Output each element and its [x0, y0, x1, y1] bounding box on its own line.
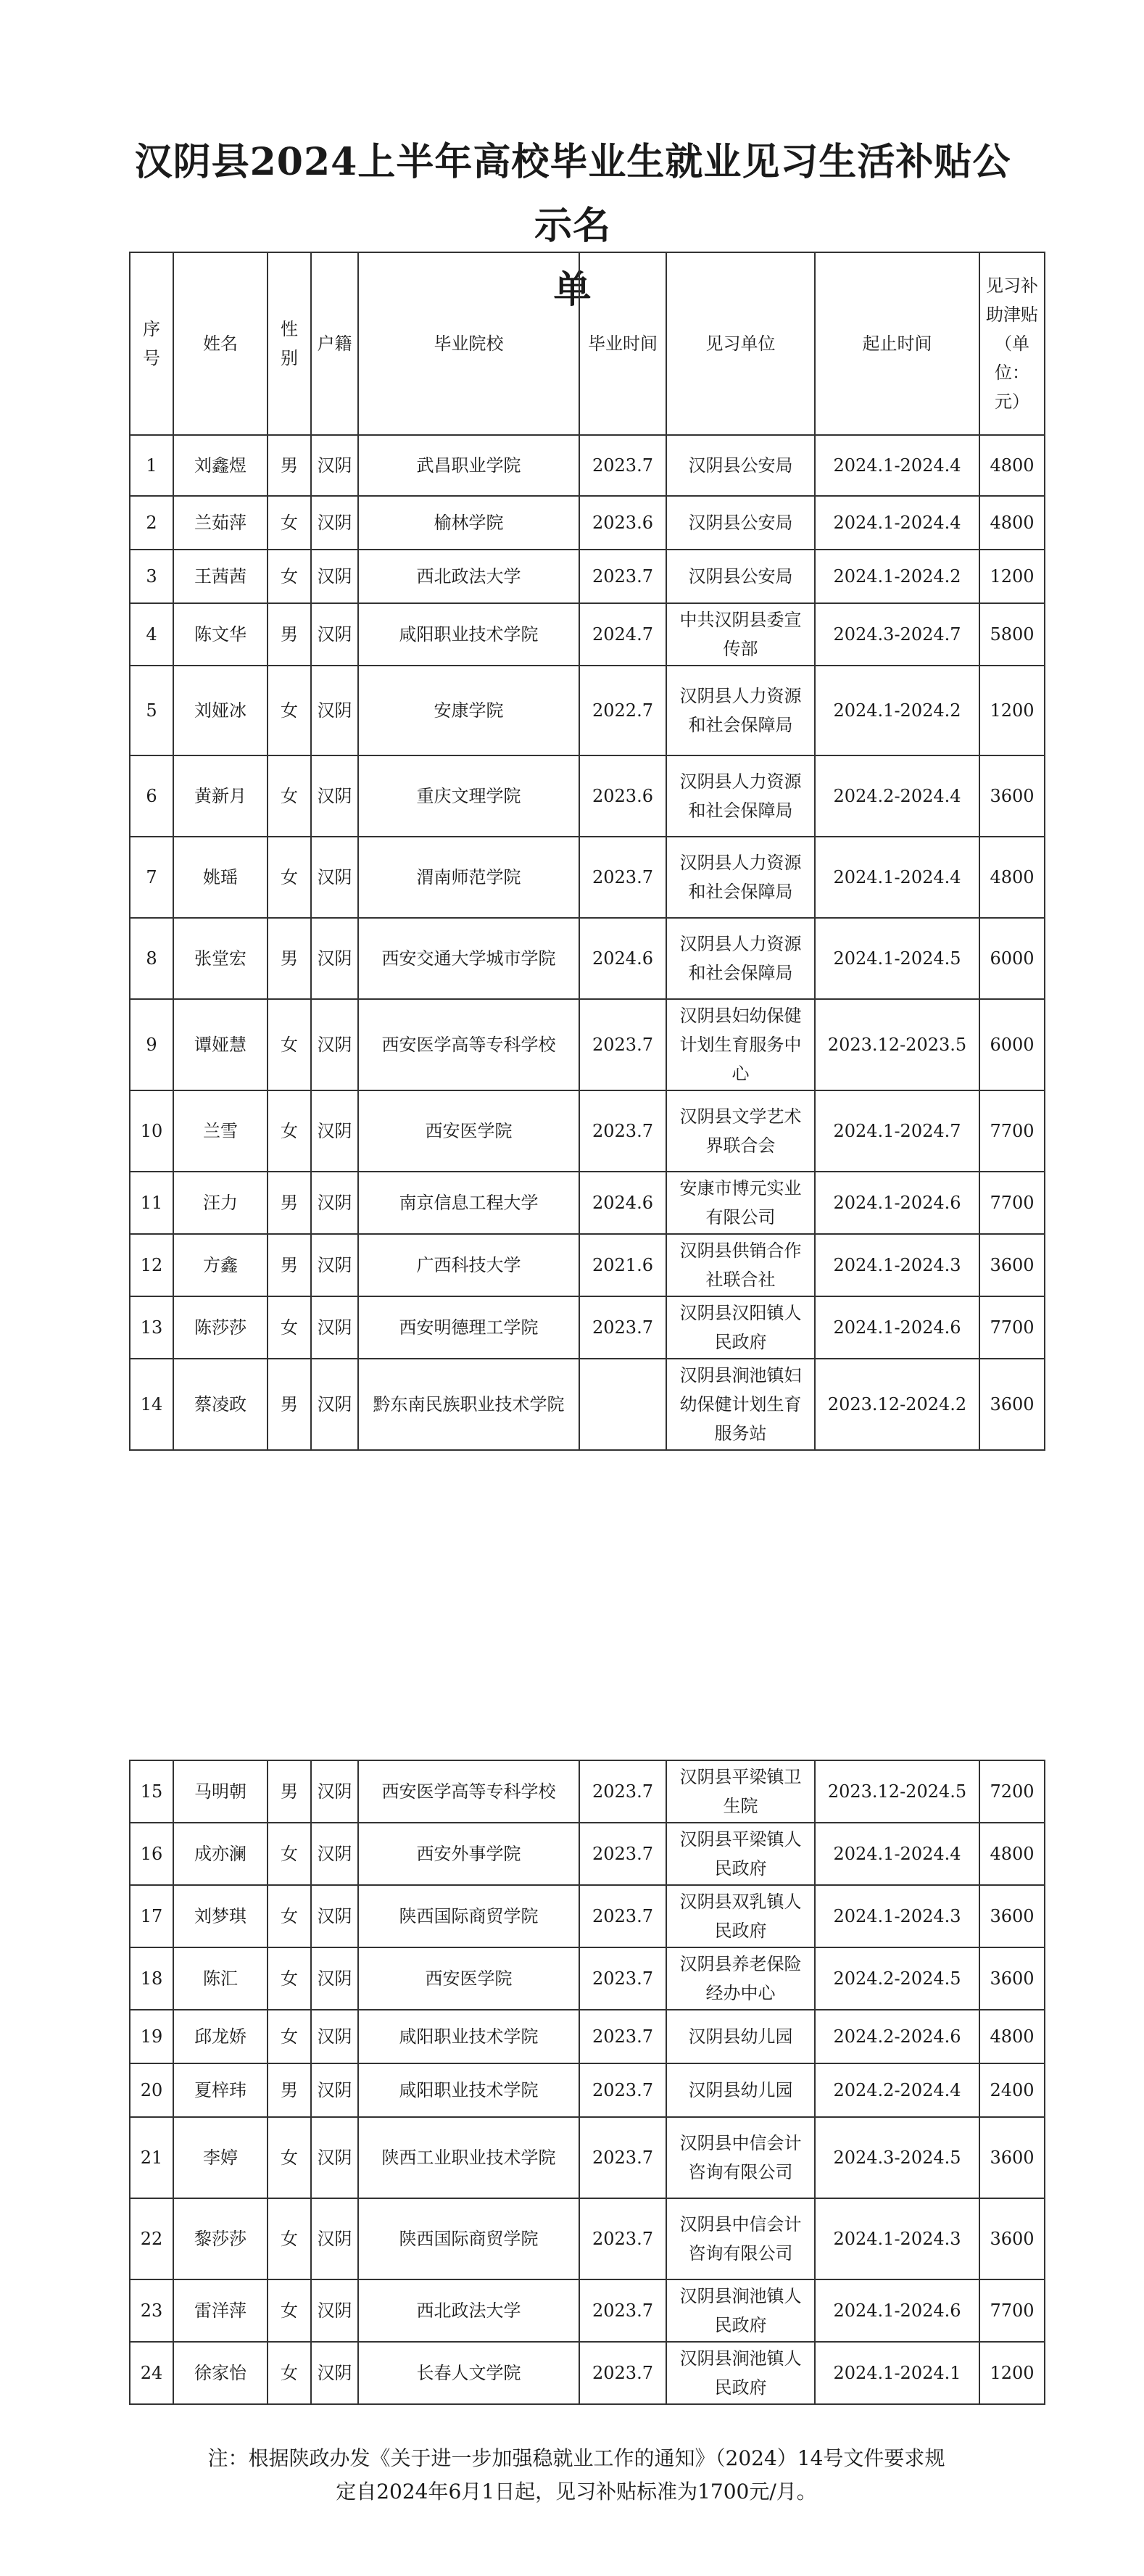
- table-cell: 7: [130, 837, 173, 918]
- table-cell: 汉阴县中信会计咨询有限公司: [666, 2198, 815, 2279]
- table-cell: 14: [130, 1359, 173, 1450]
- table-cell: 女: [268, 1823, 311, 1885]
- table-cell: 12: [130, 1234, 173, 1296]
- table-cell: 4800: [979, 837, 1045, 918]
- table-cell: 女: [268, 2198, 311, 2279]
- table-cell: 女: [268, 1296, 311, 1359]
- table-cell: 汉阴县人力资源和社会保障局: [666, 755, 815, 837]
- table-row: [130, 603, 1045, 666]
- table-cell: 4800: [979, 496, 1045, 550]
- table-cell: 男: [268, 1760, 311, 1823]
- table-cell: 4800: [979, 435, 1045, 496]
- table-cell: [579, 1359, 666, 1450]
- table-cell: 5: [130, 666, 173, 755]
- table-cell: 6000: [979, 918, 1045, 999]
- table-cell: 2022.7: [579, 666, 666, 755]
- table-row: [130, 918, 1045, 999]
- table-cell: 3600: [979, 755, 1045, 837]
- table-cell: 13: [130, 1296, 173, 1359]
- table-cell: 汉阴: [311, 755, 358, 837]
- subsidy-table-part-1: [129, 252, 1045, 1451]
- table-cell: 黄新月: [173, 755, 268, 837]
- table-cell: 汉阴: [311, 2198, 358, 2279]
- table-cell: 武昌职业学院: [358, 435, 579, 496]
- table-cell: 3600: [979, 1234, 1045, 1296]
- table-cell: 3600: [979, 1947, 1045, 2010]
- table-cell: 咸阳职业技术学院: [358, 2063, 579, 2117]
- table-cell: 2023.7: [579, 435, 666, 496]
- table-cell: 安康市博元实业有限公司: [666, 1172, 815, 1234]
- table-cell: 2023.7: [579, 2198, 666, 2279]
- table-cell: 汉阴: [311, 666, 358, 755]
- table-cell: 汉阴县人力资源和社会保障局: [666, 918, 815, 999]
- table-row: [130, 1885, 1045, 1947]
- header-cell: 姓名: [173, 252, 268, 435]
- table-cell: 7200: [979, 1760, 1045, 1823]
- table-cell: 2024.6: [579, 918, 666, 999]
- table-row: [130, 1296, 1045, 1359]
- table-cell: 汉阴: [311, 1947, 358, 2010]
- table-row: [130, 2010, 1045, 2063]
- table-cell: 2024.1-2024.2: [815, 550, 979, 603]
- table-cell: 2023.6: [579, 755, 666, 837]
- table-cell: 女: [268, 2010, 311, 2063]
- table-cell: 成亦澜: [173, 1823, 268, 1885]
- table-cell: 汉阴: [311, 1296, 358, 1359]
- table-cell: 7700: [979, 2279, 1045, 2342]
- table-cell: 汉阴: [311, 1359, 358, 1450]
- table-cell: 3600: [979, 1885, 1045, 1947]
- table-cell: 汉阴: [311, 1823, 358, 1885]
- table-cell: 4800: [979, 2010, 1045, 2063]
- table-cell: 汉阴县公安局: [666, 435, 815, 496]
- table-cell: 2024.2-2024.4: [815, 2063, 979, 2117]
- table-cell: 2024.1-2024.4: [815, 837, 979, 918]
- table-cell: 长春人文学院: [358, 2342, 579, 2404]
- table-cell: 2023.7: [579, 1823, 666, 1885]
- table-cell: 5800: [979, 603, 1045, 666]
- table-cell: 汉阴县平梁镇卫生院: [666, 1760, 815, 1823]
- table-cell: 汉阴: [311, 435, 358, 496]
- table-row: [130, 1359, 1045, 1450]
- table-cell: 广西科技大学: [358, 1234, 579, 1296]
- table-cell: 兰雪: [173, 1090, 268, 1172]
- table-row: [130, 2063, 1045, 2117]
- table-cell: 男: [268, 1234, 311, 1296]
- table-cell: 汉阴: [311, 999, 358, 1090]
- table-cell: 汉阴县汉阳镇人民政府: [666, 1296, 815, 1359]
- table-cell: 2023.7: [579, 1947, 666, 2010]
- table-cell: 汪力: [173, 1172, 268, 1234]
- table-cell: 汉阴县涧池镇人民政府: [666, 2342, 815, 2404]
- table-cell: 西安医学院: [358, 1090, 579, 1172]
- table-cell: 1200: [979, 2342, 1045, 2404]
- table-cell: 渭南师范学院: [358, 837, 579, 918]
- table-cell: 榆林学院: [358, 496, 579, 550]
- table-cell: 汉阴: [311, 837, 358, 918]
- table-cell: 2024.2-2024.6: [815, 2010, 979, 2063]
- table-cell: 2023.7: [579, 2010, 666, 2063]
- table-cell: 汉阴: [311, 918, 358, 999]
- table-cell: 夏梓玮: [173, 2063, 268, 2117]
- table-cell: 男: [268, 2063, 311, 2117]
- table-cell: 2023.6: [579, 496, 666, 550]
- table-cell: 汉阴: [311, 603, 358, 666]
- table-cell: 汉阴县涧池镇妇幼保健计划生育服务站: [666, 1359, 815, 1450]
- table-cell: 汉阴: [311, 2342, 358, 2404]
- table-cell: 邱龙娇: [173, 2010, 268, 2063]
- table-cell: 15: [130, 1760, 173, 1823]
- table-cell: 咸阳职业技术学院: [358, 603, 579, 666]
- table-cell: 女: [268, 666, 311, 755]
- table-cell: 陈莎莎: [173, 1296, 268, 1359]
- table-cell: 2024.2-2024.5: [815, 1947, 979, 2010]
- footnote-line-1: 注：根据陕政办发《关于进一步加强稳就业工作的通知》（2024）14号文件要求规: [207, 2446, 945, 2470]
- table-cell: 陈文华: [173, 603, 268, 666]
- table-cell: 刘娅冰: [173, 666, 268, 755]
- table-cell: 重庆文理学院: [358, 755, 579, 837]
- table-cell: 马明朝: [173, 1760, 268, 1823]
- table-cell: 汉阴县供销合作社联合社: [666, 1234, 815, 1296]
- table-row: [130, 1947, 1045, 2010]
- table-cell: 11: [130, 1172, 173, 1234]
- table-cell: 李婷: [173, 2117, 268, 2198]
- table-cell: 女: [268, 2342, 311, 2404]
- table-row: [130, 755, 1045, 837]
- table-cell: 西安医学高等专科学校: [358, 1760, 579, 1823]
- title-line-2: 单: [553, 268, 592, 312]
- table-cell: 2021.6: [579, 1234, 666, 1296]
- table-cell: 女: [268, 999, 311, 1090]
- table-cell: 谭娅慧: [173, 999, 268, 1090]
- header-cell: 毕业院校: [358, 252, 579, 435]
- table-cell: 2024.1-2024.7: [815, 1090, 979, 1172]
- table-row: [130, 496, 1045, 550]
- table-cell: 男: [268, 918, 311, 999]
- table-cell: 7700: [979, 1296, 1045, 1359]
- table-cell: 汉阴: [311, 496, 358, 550]
- table-cell: 4800: [979, 1823, 1045, 1885]
- table-cell: 2023.7: [579, 1885, 666, 1947]
- table-cell: 汉阴县公安局: [666, 496, 815, 550]
- table-row: [130, 1760, 1045, 1823]
- table-cell: 2023.7: [579, 1090, 666, 1172]
- table-cell: 西北政法大学: [358, 550, 579, 603]
- table-cell: 2023.7: [579, 2279, 666, 2342]
- table-cell: 6: [130, 755, 173, 837]
- footnote: [141, 2442, 1011, 2509]
- table-cell: 女: [268, 1090, 311, 1172]
- table-row: [130, 1823, 1045, 1885]
- table-cell: 汉阴县幼儿园: [666, 2063, 815, 2117]
- table-cell: 2024.1-2024.6: [815, 1172, 979, 1234]
- table-cell: 女: [268, 1885, 311, 1947]
- table-cell: 女: [268, 2279, 311, 2342]
- table-cell: 2023.12-2023.5: [815, 999, 979, 1090]
- table-cell: 汉阴县文学艺术界联合会: [666, 1090, 815, 1172]
- table-cell: 汉阴县人力资源和社会保障局: [666, 666, 815, 755]
- table-cell: 2024.1-2024.3: [815, 1234, 979, 1296]
- table-cell: 西安外事学院: [358, 1823, 579, 1885]
- table-cell: 2023.12-2024.5: [815, 1760, 979, 1823]
- table-row: [130, 1172, 1045, 1234]
- table-cell: 2024.3-2024.7: [815, 603, 979, 666]
- table-cell: 2024.1-2024.6: [815, 2279, 979, 2342]
- table-cell: 方鑫: [173, 1234, 268, 1296]
- table-cell: 兰茹萍: [173, 496, 268, 550]
- table-cell: 8: [130, 918, 173, 999]
- table-cell: 汉阴: [311, 1090, 358, 1172]
- table-cell: 汉阴: [311, 2063, 358, 2117]
- table-cell: 2024.1-2024.4: [815, 1823, 979, 1885]
- table-cell: 2023.7: [579, 837, 666, 918]
- table-cell: 汉阴: [311, 1172, 358, 1234]
- table-cell: 2023.7: [579, 999, 666, 1090]
- table-cell: 汉阴: [311, 550, 358, 603]
- table-row: [130, 2279, 1045, 2342]
- table-cell: 男: [268, 603, 311, 666]
- table-cell: 陕西国际商贸学院: [358, 2198, 579, 2279]
- table-cell: 汉阴县养老保险经办中心: [666, 1947, 815, 2010]
- table-cell: 2400: [979, 2063, 1045, 2117]
- table-header-row: [130, 252, 1045, 435]
- table-cell: 陕西工业职业技术学院: [358, 2117, 579, 2198]
- table-row: [130, 1234, 1045, 1296]
- table-row: [130, 2198, 1045, 2279]
- table-cell: 汉阴县人力资源和社会保障局: [666, 837, 815, 918]
- table-cell: 西安医学院: [358, 1947, 579, 2010]
- table-cell: 3600: [979, 2198, 1045, 2279]
- table-row: [130, 999, 1045, 1090]
- table-cell: 2024.1-2024.4: [815, 496, 979, 550]
- table-cell: 汉阴县幼儿园: [666, 2010, 815, 2063]
- table-cell: 汉阴县双乳镇人民政府: [666, 1885, 815, 1947]
- table-cell: 张堂宏: [173, 918, 268, 999]
- table-cell: 23: [130, 2279, 173, 2342]
- table-cell: 安康学院: [358, 666, 579, 755]
- table-cell: 女: [268, 496, 311, 550]
- table-cell: 黔东南民族职业技术学院: [358, 1359, 579, 1450]
- table-cell: 西北政法大学: [358, 2279, 579, 2342]
- table-row: [130, 837, 1045, 918]
- table-cell: 咸阳职业技术学院: [358, 2010, 579, 2063]
- table-cell: 刘梦琪: [173, 1885, 268, 1947]
- table-cell: 3600: [979, 2117, 1045, 2198]
- table-cell: 男: [268, 435, 311, 496]
- table-cell: 蔡凌政: [173, 1359, 268, 1450]
- table-cell: 汉阴县中信会计咨询有限公司: [666, 2117, 815, 2198]
- table-cell: 西安医学高等专科学校: [358, 999, 579, 1090]
- table-cell: 汉阴县妇幼保健计划生育服务中心: [666, 999, 815, 1090]
- table-cell: 女: [268, 837, 311, 918]
- table-cell: 16: [130, 1823, 173, 1885]
- header-cell: 见习补助津贴（单位：元）: [979, 252, 1045, 435]
- table-row: [130, 435, 1045, 496]
- table-cell: 汉阴: [311, 2279, 358, 2342]
- table-cell: 10: [130, 1090, 173, 1172]
- header-cell: 毕业时间: [579, 252, 666, 435]
- title-line-1: 汉阴县2024上半年高校毕业生就业见习生活补贴公示名: [134, 140, 1011, 248]
- table-cell: 22: [130, 2198, 173, 2279]
- table-cell: 王茜茜: [173, 550, 268, 603]
- table-cell: 2024.1-2024.6: [815, 1296, 979, 1359]
- table-cell: 2024.2-2024.4: [815, 755, 979, 837]
- table-row: [130, 550, 1045, 603]
- table-cell: 2023.7: [579, 2117, 666, 2198]
- table-row: [130, 666, 1045, 755]
- header-cell: 性别: [268, 252, 311, 435]
- table-cell: 女: [268, 2117, 311, 2198]
- table-cell: 中共汉阴县委宣传部: [666, 603, 815, 666]
- table-cell: 黎莎莎: [173, 2198, 268, 2279]
- table-cell: 西安明德理工学院: [358, 1296, 579, 1359]
- table-cell: 汉阴县平梁镇人民政府: [666, 1823, 815, 1885]
- table-cell: 2024.1-2024.5: [815, 918, 979, 999]
- table-cell: 1200: [979, 666, 1045, 755]
- header-cell: 户籍: [311, 252, 358, 435]
- table-cell: 2024.1-2024.3: [815, 2198, 979, 2279]
- table-cell: 2024.3-2024.5: [815, 2117, 979, 2198]
- table-cell: 2024.6: [579, 1172, 666, 1234]
- table-cell: 7700: [979, 1090, 1045, 1172]
- table-cell: 2023.7: [579, 550, 666, 603]
- table-cell: 汉阴: [311, 1234, 358, 1296]
- table-cell: 汉阴: [311, 2010, 358, 2063]
- subsidy-table-part-2: [129, 1760, 1045, 2405]
- table-cell: 汉阴: [311, 1885, 358, 1947]
- table-cell: 雷洋萍: [173, 2279, 268, 2342]
- table-cell: 男: [268, 1172, 311, 1234]
- table-row: [130, 1090, 1045, 1172]
- table-cell: 汉阴县公安局: [666, 550, 815, 603]
- table-cell: 2024.1-2024.1: [815, 2342, 979, 2404]
- table-cell: 4: [130, 603, 173, 666]
- table-cell: 1: [130, 435, 173, 496]
- table-cell: 1200: [979, 550, 1045, 603]
- table-cell: 17: [130, 1885, 173, 1947]
- footnote-line-2: 定自2024年6月1日起，见习补贴标准为1700元/月。: [336, 2480, 817, 2503]
- table-cell: 2024.7: [579, 603, 666, 666]
- table-cell: 2023.7: [579, 1296, 666, 1359]
- table-cell: 女: [268, 1947, 311, 2010]
- table-cell: 2024.1-2024.3: [815, 1885, 979, 1947]
- table-cell: 2023.12-2024.2: [815, 1359, 979, 1450]
- table-row: [130, 2117, 1045, 2198]
- table-cell: 9: [130, 999, 173, 1090]
- table-cell: 3600: [979, 1359, 1045, 1450]
- table-cell: 女: [268, 550, 311, 603]
- table-cell: 2023.7: [579, 2342, 666, 2404]
- table-cell: 汉阴: [311, 1760, 358, 1823]
- table-cell: 陕西国际商贸学院: [358, 1885, 579, 1947]
- table-cell: 2023.7: [579, 1760, 666, 1823]
- table-cell: 2023.7: [579, 2063, 666, 2117]
- table-cell: 南京信息工程大学: [358, 1172, 579, 1234]
- table-cell: 汉阴: [311, 2117, 358, 2198]
- header-cell: 见习单位: [666, 252, 815, 435]
- table-cell: 刘鑫煜: [173, 435, 268, 496]
- table-cell: 2024.1-2024.4: [815, 435, 979, 496]
- table-cell: 18: [130, 1947, 173, 2010]
- table-cell: 2024.1-2024.2: [815, 666, 979, 755]
- table-row: [130, 2342, 1045, 2404]
- table-cell: 徐家怡: [173, 2342, 268, 2404]
- table-cell: 2: [130, 496, 173, 550]
- table-cell: 7700: [979, 1172, 1045, 1234]
- table-cell: 20: [130, 2063, 173, 2117]
- table-cell: 男: [268, 1359, 311, 1450]
- table-cell: 姚瑶: [173, 837, 268, 918]
- table-cell: 3: [130, 550, 173, 603]
- table-cell: 19: [130, 2010, 173, 2063]
- table-cell: 24: [130, 2342, 173, 2404]
- header-cell: 序号: [130, 252, 173, 435]
- table-cell: 女: [268, 755, 311, 837]
- table-cell: 6000: [979, 999, 1045, 1090]
- table-cell: 陈汇: [173, 1947, 268, 2010]
- table-cell: 21: [130, 2117, 173, 2198]
- table-cell: 西安交通大学城市学院: [358, 918, 579, 999]
- header-cell: 起止时间: [815, 252, 979, 435]
- table-cell: 汉阴县涧池镇人民政府: [666, 2279, 815, 2342]
